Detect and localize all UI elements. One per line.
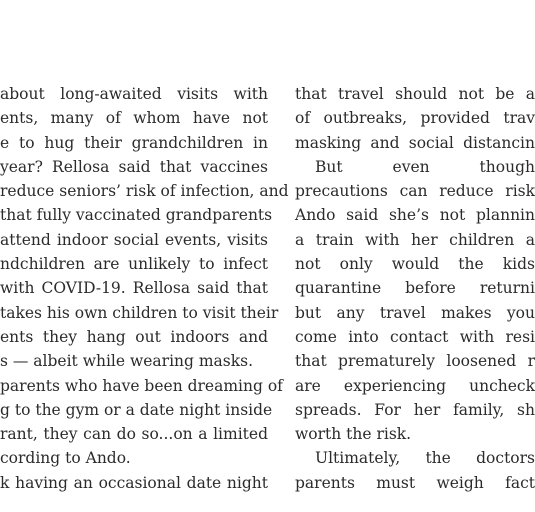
- text-line: parents who have been dreaming of: [0, 376, 283, 395]
- text-line: spreads. For her family, sh: [295, 400, 535, 419]
- text-line: with COVID-19. Rellosa said that: [0, 279, 268, 298]
- text-line: a train with her children a: [295, 230, 535, 249]
- text-line: masking and social distancin: [295, 133, 535, 152]
- text-line: takes his own children to visit their: [0, 303, 279, 322]
- text-line: Ando said she’s not plannin: [295, 206, 535, 225]
- text-line: are experiencing uncheck: [295, 376, 535, 395]
- article-left-column: [0, 82, 289, 495]
- text-line: reduce seniors’ risk of infection, and: [0, 182, 289, 201]
- text-line: but any travel makes you: [295, 303, 535, 322]
- text-line: not only would the kids: [295, 255, 535, 274]
- text-line: g to the gym or a date night inside: [0, 400, 273, 419]
- text-line: Ultimately, the doctors: [315, 449, 535, 468]
- text-line: parents must weigh fact: [295, 473, 535, 492]
- text-line: of outbreaks, provided trav: [295, 109, 535, 128]
- text-line: that travel should not be a: [295, 85, 535, 103]
- text-line: worth the risk.: [295, 425, 412, 444]
- text-line: s — albeit while wearing masks.: [0, 352, 254, 371]
- text-line: ents they hang out indoors and: [0, 327, 268, 346]
- text-line: cording to Ando.: [0, 449, 131, 468]
- text-line: ndchildren are unlikely to infect: [0, 255, 268, 274]
- text-line: quarantine before returni: [295, 279, 535, 298]
- article-right-column: [295, 82, 535, 495]
- text-line: precautions can reduce risk: [295, 182, 535, 201]
- text-line: rant, they can do so...on a limited: [0, 425, 268, 444]
- text-line: that fully vaccinated grandparents: [0, 206, 273, 225]
- text-line: e to hug their grandchildren in: [0, 133, 268, 152]
- text-line: But even though: [315, 157, 535, 176]
- text-line: k having an occasional date night: [0, 473, 268, 492]
- text-line: about long-awaited visits with: [0, 85, 268, 103]
- text-line: that prematurely loosened r: [295, 352, 535, 371]
- text-line: attend indoor social events, visits: [0, 230, 268, 249]
- text-line: ents, many of whom have not: [0, 109, 268, 128]
- text-line: come into contact with resi: [295, 327, 535, 346]
- text-line: year? Rellosa said that vaccines: [0, 157, 268, 176]
